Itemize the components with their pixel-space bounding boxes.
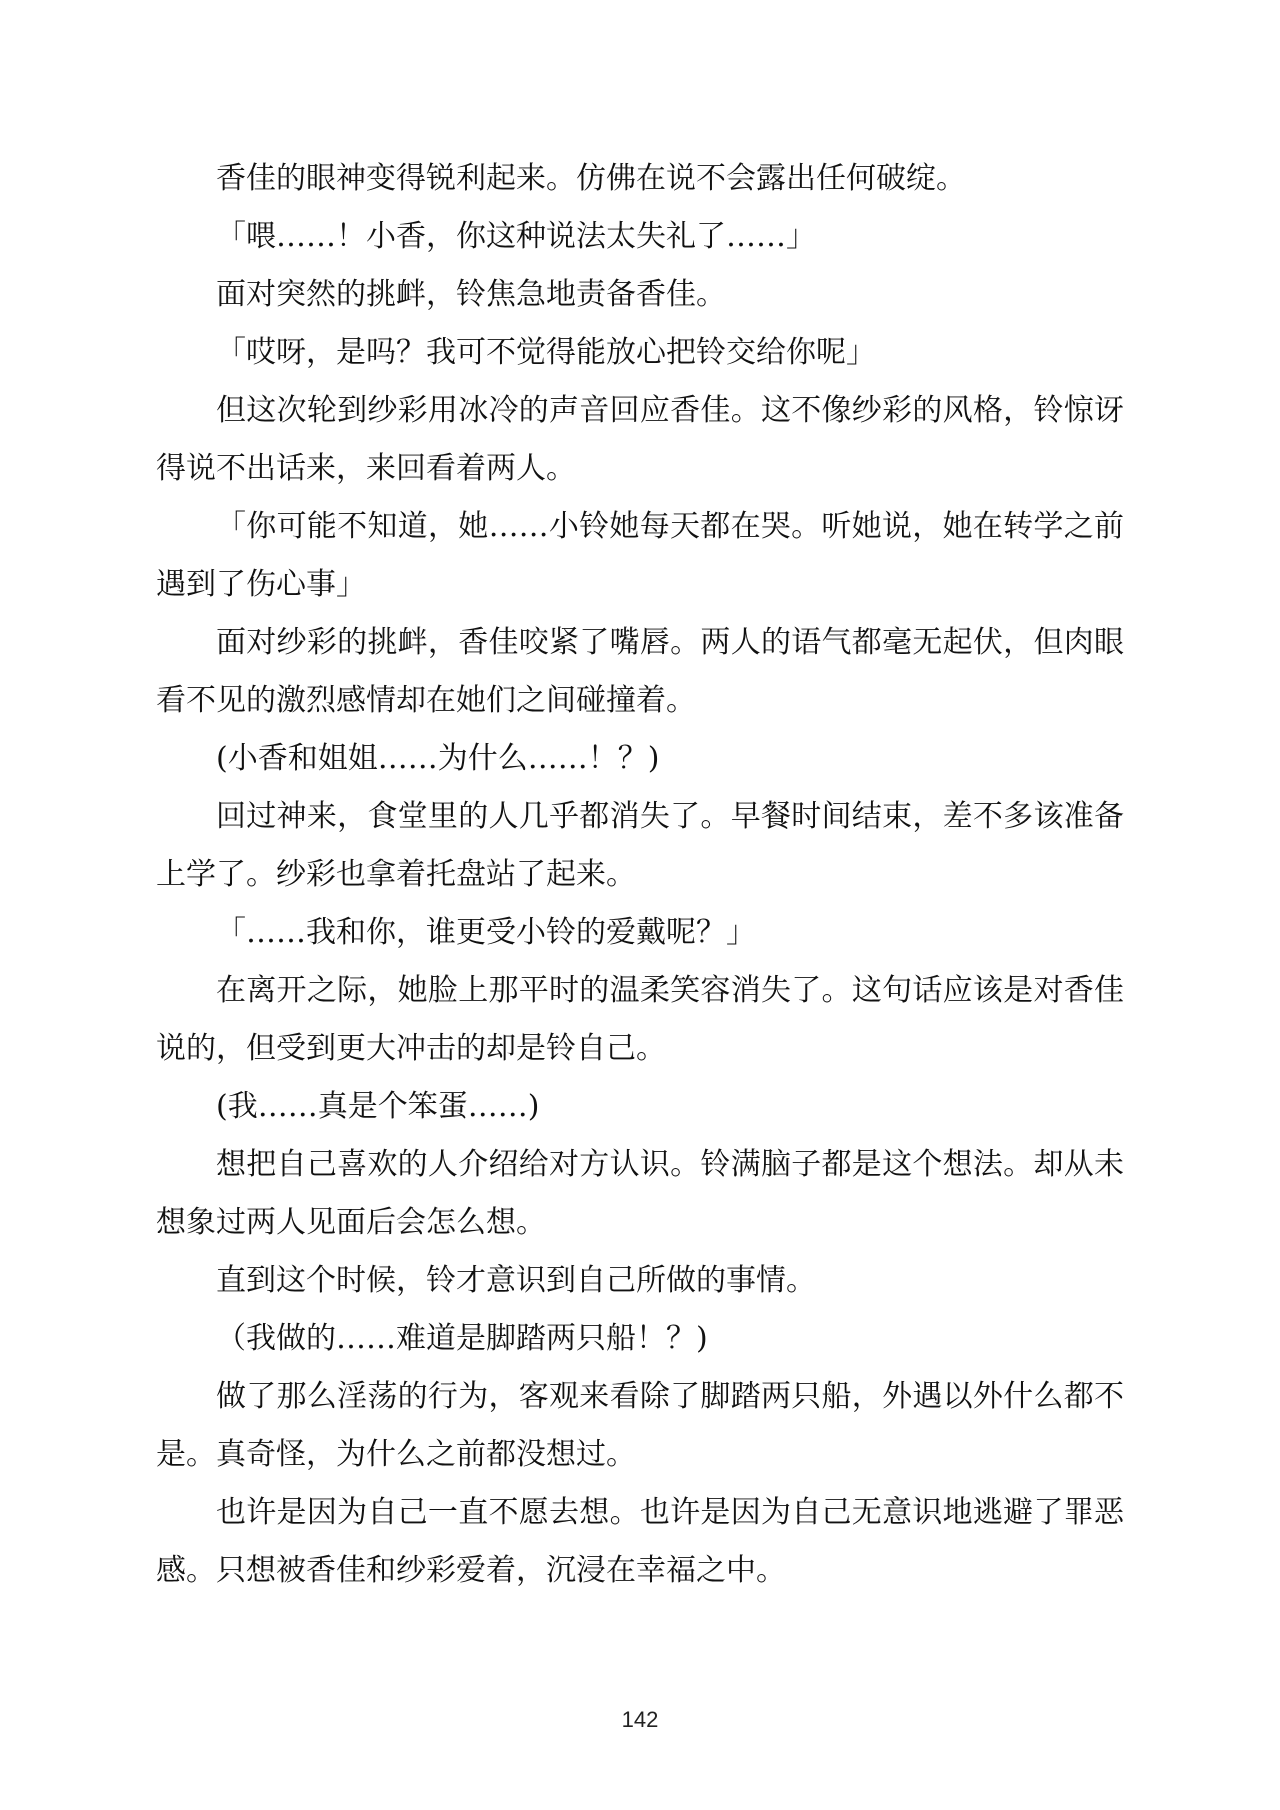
paragraph: 香佳的眼神变得锐利起来。仿佛在说不会露出任何破绽。 xyxy=(216,161,966,196)
body-text xyxy=(156,150,1124,1600)
paragraph: 「喂……！小香，你这种说法太失礼了……」 xyxy=(216,219,816,254)
paragraph: 想把自己喜欢的人介绍给对方认识。铃满脑子都是这个想法。却从未想象过两人见面后会怎么想。 xyxy=(156,1147,1124,1240)
paragraph: 在离开之际，她脸上那平时的温柔笑容消失了。这句话应该是对香佳说的，但受到更大冲击的却是铃自己。 xyxy=(156,973,1124,1066)
paragraph: 回过神来，食堂里的人几乎都消失了。早餐时间结束，差不多该准备上学了。纱彩也拿着托盘站了起来。 xyxy=(156,799,1124,892)
paragraph: 直到这个时候，铃才意识到自己所做的事情。 xyxy=(216,1263,816,1298)
paragraph: 面对突然的挑衅，铃焦急地责备香佳。 xyxy=(216,277,726,312)
page-number: 142 xyxy=(621,1707,659,1732)
paragraph: （我做的……难道是脚踏两只船！？) xyxy=(216,1321,708,1356)
paragraph: 「你可能不知道，她……小铃她每天都在哭。听她说，她在转学之前遇到了伤心事」 xyxy=(156,509,1124,602)
paragraph: 也许是因为自己一直不愿去想。也许是因为自己无意识地逃避了罪恶感。只想被香佳和纱彩爱着，沉浸在幸福之中。 xyxy=(156,1495,1124,1588)
paragraph: (小香和姐姐……为什么……！？) xyxy=(216,741,660,776)
paragraph: 做了那么淫荡的行为，客观来看除了脚踏两只船，外遇以外什么都不是。真奇怪，为什么之前都没想过。 xyxy=(156,1379,1124,1472)
paragraph: 「……我和你，谁更受小铃的爱戴呢？」 xyxy=(216,915,756,950)
paragraph: (我……真是个笨蛋……) xyxy=(216,1089,540,1124)
paragraph: 面对纱彩的挑衅，香佳咬紧了嘴唇。两人的语气都毫无起伏，但肉眼看不见的激烈感情却在她们之间碰撞着。 xyxy=(156,625,1124,718)
paragraph: 「哎呀，是吗？我可不觉得能放心把铃交给你呢」 xyxy=(216,335,876,370)
paragraph: 但这次轮到纱彩用冰冷的声音回应香佳。这不像纱彩的风格，铃惊讶得说不出话来，来回看着两人。 xyxy=(156,393,1124,486)
